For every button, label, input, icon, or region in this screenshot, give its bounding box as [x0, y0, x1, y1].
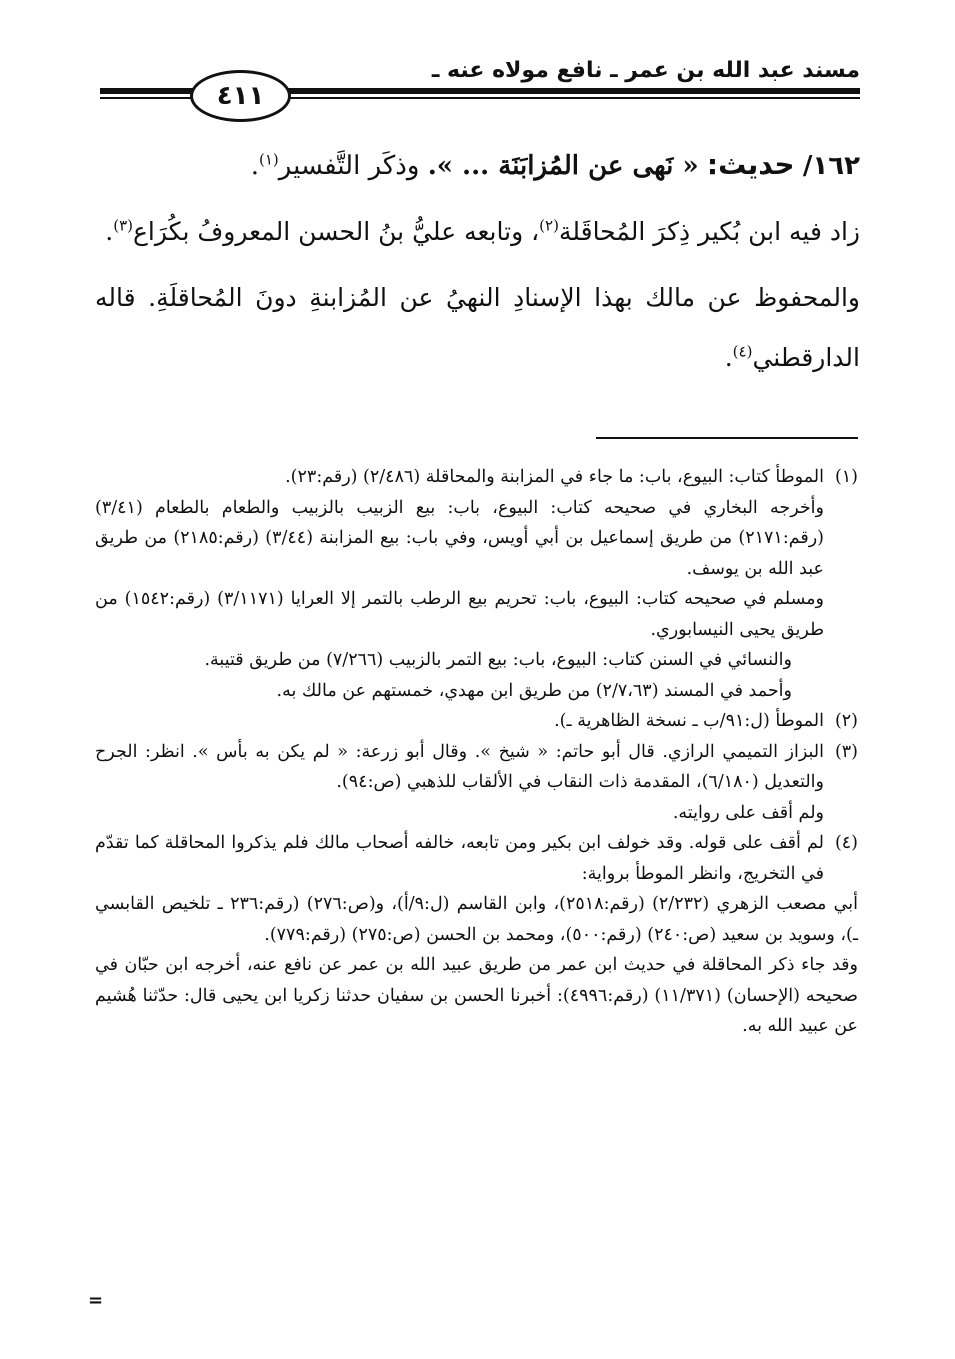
- footnote-1-ahmad: وأحمد في المسند (٢/٧،٦٣) من طريق ابن مهدي، خمستهم عن مالك به.: [276, 680, 792, 701]
- hadith-end: .: [250, 151, 259, 181]
- footnote-1: [95, 462, 858, 493]
- footnote-number: (٤): [834, 833, 858, 853]
- footnote-line: البزاز التميمي الرازي. قال أبو حاتم: « شيخ ». وقال أبو زرعة: « لم يكن به بأس ». انظر: الجرح والتعديل (٦/١٨٠)، المقدمة ذات النقاب في الألقاب للذهبي (ص:٩٤).: [95, 741, 824, 792]
- footnote-line: الموطأ (ل:٩١/ب ـ نسخة الظاهرية ـ).: [554, 711, 824, 731]
- main-text: [95, 135, 860, 394]
- paragraph-2-text: والمحفوظ عن مالك بهذا الإسنادِ النهيُ عن المُزابنةِ دونَ المُحاقلَةِ. قاله الدارقطني: [95, 283, 860, 372]
- hadith-number: ١٦٢/: [802, 151, 860, 181]
- footnote-body: [95, 828, 824, 889]
- paragraph-2-end: .: [724, 343, 733, 372]
- footnote-separator: [596, 437, 858, 439]
- footnote-1-nasai: والنسائي في السنن كتاب: البيوع، باب: بيع التمر بالزبيب (٧/٢٦٦) من طريق قتيبة.: [204, 650, 792, 670]
- continuation-mark: =: [88, 1290, 104, 1311]
- paragraph-1-end: .: [105, 217, 114, 246]
- page-number: ٤١١: [190, 70, 291, 122]
- hadith-label: حديث:: [706, 148, 795, 181]
- hadith-heading: [95, 135, 860, 196]
- running-header-title: مسند عبد الله بن عمر ـ نافع مولاه عنه ـ: [431, 58, 860, 83]
- footnote-number: (٣): [834, 741, 858, 762]
- footnote-body: [95, 706, 824, 737]
- footnote-number: (١): [834, 467, 858, 487]
- footnote-body: [95, 737, 824, 829]
- footnote-ref: (٣): [113, 216, 133, 235]
- paragraph-2: [95, 268, 860, 388]
- paragraph-1-part-b: ، وتابعه عليُّ بنُ الحسن المعروفُ بكُرَاع: [133, 217, 540, 246]
- paragraph-1: [95, 202, 860, 262]
- footnote-4-riwayat: أبي مصعب الزهري (٢/٢٣٢) (رقم:٢٥١٨)، وابن القاسم (ل:٩/أ)، و(ص:٢٧٦) (رقم:٢٣٦ ـ تلخيص القابسي ـ)، وسويد بن سعيد (ص:٢٤٠) (رقم:٥٠٠)، ومحمد بن الحسن (ص:٢٧٥) (رقم:٧٧٩).: [95, 894, 858, 945]
- footnote-ref: (٢): [539, 216, 559, 235]
- hadith-after: وذكَر التَّفسير: [278, 151, 420, 181]
- paragraph-1-part-a: زاد فيه ابن بُكير ذِكرَ المُحاقَلة: [558, 217, 860, 246]
- footnote-number: (٢): [834, 711, 858, 731]
- footnote-ref: (٤): [732, 342, 753, 361]
- footnote-1-muslim: ومسلم في صحيحه كتاب: البيوع، باب: تحريم بيع الرطب بالتمر إلا العرايا (٣/١١٧١) (رقم:١٥٤٢) من طريق يحيى النيسابوري.: [95, 589, 825, 640]
- footnote-body: [95, 462, 824, 493]
- footnote-1-bukhari: وأخرجه البخاري في صحيحه كتاب: البيوع، باب: بيع الزبيب بالزبيب والطعام بالطعام (٣/٤١) (رقم:٢١٧١) من طريق إسماعيل بن أبي أويس، وفي باب: بيع المزابنة (٣/٤٤) (رقم:٢١٨٥) من طريق عبد الله بن يوسف.: [95, 497, 824, 579]
- footnote-ref: (١): [259, 150, 279, 169]
- footnotes: [95, 462, 858, 1042]
- footnote-line: ولم أقف على روايته.: [672, 802, 824, 823]
- footnote-line: لم أقف على قوله. وقد خولف ابن بكير ومن تابعه، خالفه أصحاب مالك فلم يذكروا المحاقلة كما تقدّم في التخريج، وانظر الموطأ برواية:: [95, 833, 824, 884]
- footnote-2: [95, 706, 858, 737]
- footnote-4-ibn-hibban: وقد جاء ذكر المحاقلة في حديث ابن عمر من طريق عبيد الله بن عمر عن نافع عنه، أخرجه ابن حبّان في صحيحه (الإحسان) (١١/٣٧١) (رقم:٤٩٩٦): أخبرنا الحسن بن سفيان حدثنا زكريا ابن يحيى قال: حدّثنا هُشيم عن عبيد الله به.: [95, 955, 858, 1036]
- footnote-4: [95, 828, 858, 889]
- footnote-line: الموطأ كتاب: البيوع، باب: ما جاء في المزابنة والمحاقلة (٢/٤٨٦) (رقم:٢٣).: [285, 467, 824, 487]
- hadith-text: « نَهى عن المُزابَنَة ... ».: [427, 151, 699, 181]
- footnote-3: [95, 737, 858, 829]
